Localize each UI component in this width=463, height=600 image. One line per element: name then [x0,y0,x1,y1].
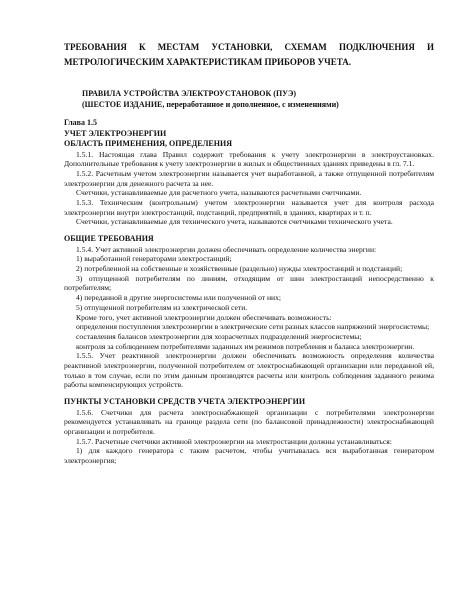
rules-subtitle-line-2: (ШЕСТОЕ ИЗДАНИЕ, переработанное и дополненное, с изменениями) [82,100,339,109]
document-title: ТРЕБОВАНИЯ К МЕСТАМ УСТАНОВКИ, СХЕМАМ ПОДКЛЮЧЕНИЯ И МЕТРОЛОГИЧЕСКИМ ХАРАКТЕРИСТИКАМ ПРИБОРОВ УЧЕТА. [64,42,434,67]
list-item-control: контроля за соблюдением потребителями заданных им режимов потребления и баланса электроэнергии. [76,341,415,351]
paragraph-technical-meters: Счетчики, устанавливаемые для технического учета, называются счетчиками технического учета. [76,217,393,227]
chapter-name: УЧЕТ ЭЛЕКТРОЭНЕРГИИ [64,128,167,138]
list-item-balances: составления балансов электроэнергии для хозрасчетных подразделений энергосистемы; [76,331,362,341]
paragraph-1-5-2: 1.5.2. Расчетным учетом электроэнергии называется учет выработанной, а также отпущенной потребителям электроэнергии для денежного расчета за нее. [64,168,434,188]
scope-heading: ОБЛАСТЬ ПРИМЕНЕНИЯ, ОПРЕДЕЛЕНИЯ [64,139,232,148]
metering-points-heading: ПУНКТЫ УСТАНОВКИ СРЕДСТВ УЧЕТА ЭЛЕКТРОЭНЕРГИИ [64,397,306,407]
paragraph-1-5-7: 1.5.7. Расчетные счетчики активной электроэнергии на электростанции должны устанавливаться: [76,436,392,446]
paragraph-1-5-4: 1.5.4. Учет активной электроэнергии должен обеспечивать определение количества энергии: [76,244,377,254]
chapter-number: Глава 1.5 [64,118,97,127]
rules-subtitle-line-1: ПРАВИЛА УСТРОЙСТВА ЭЛЕКТРОУСТАНОВОК (ПУЭ) [82,89,297,98]
paragraph-additionally: Кроме того, учет активной электроэнергии должен обеспечивать возможность: [76,312,332,322]
list-item-4: 4) переданной в другие энергосистемы или полученной от них; [76,293,282,303]
rules-subtitle [82,88,412,110]
paragraph-settlement-meters: Счетчики, устанавливаемые для расчетного учета, называются расчетными счетчиками. [76,188,362,198]
list-item-1: 1) выработанной генераторами электростанций; [76,254,232,264]
list-item-2: 2) потребленной на собственные и хозяйственные (раздельно) нужды электростанций и подстанций; [76,264,403,274]
document-body [64,118,434,466]
list-item-5: 5) отпущенной потребителям из электрической сети. [76,302,248,312]
paragraph-1-5-6: 1.5.6. Счетчики для расчета электроснабжающей организации с потребителями электроэнергии рекомендуется устанавливать на границе раздела сети (по балансовой принадлежности) электроснабжающей организации и потребителя. [64,407,434,437]
paragraph-1-5-5: 1.5.5. Учет реактивной электроэнергии должен обеспечивать возможность определения количества реактивной электроэнергии, полученной потребителем от электроснабжающей организации или переданной ей, только в том случае, если по этим данным производятся расчеты или контроль соблюдения заданного режима работы компенсирующих устройств. [64,351,434,390]
list-item-generator: 1) для каждого генератора с таким расчетом, чтобы учитывалась вся выработанная генератором электроэнергия; [64,446,434,466]
list-item-determination: определения поступления электроэнергии в электрические сети разных классов напряжений энергосистемы; [76,322,430,332]
paragraph-1-5-1: 1.5.1. Настоящая глава Правил содержит требования к учету электроэнергии в электроустановках. Дополнительные требования к учету электроэнергии в жилых и общественных зданиях приведены в гл. 7.1. [64,149,434,169]
list-item-3: 3) отпущенной потребителям по линиям, отходящим от шин электростанций непосредственно к потребителям; [64,273,434,293]
paragraph-1-5-3: 1.5.3. Техническим (контрольным) учетом электроэнергии называется учет для контроля расхода электроэнергии внутри электростанций, подстанций, предприятий, в зданиях, квартирах и т. п. [64,198,434,217]
general-requirements-heading: ОБЩИЕ ТРЕБОВАНИЯ [64,234,154,244]
